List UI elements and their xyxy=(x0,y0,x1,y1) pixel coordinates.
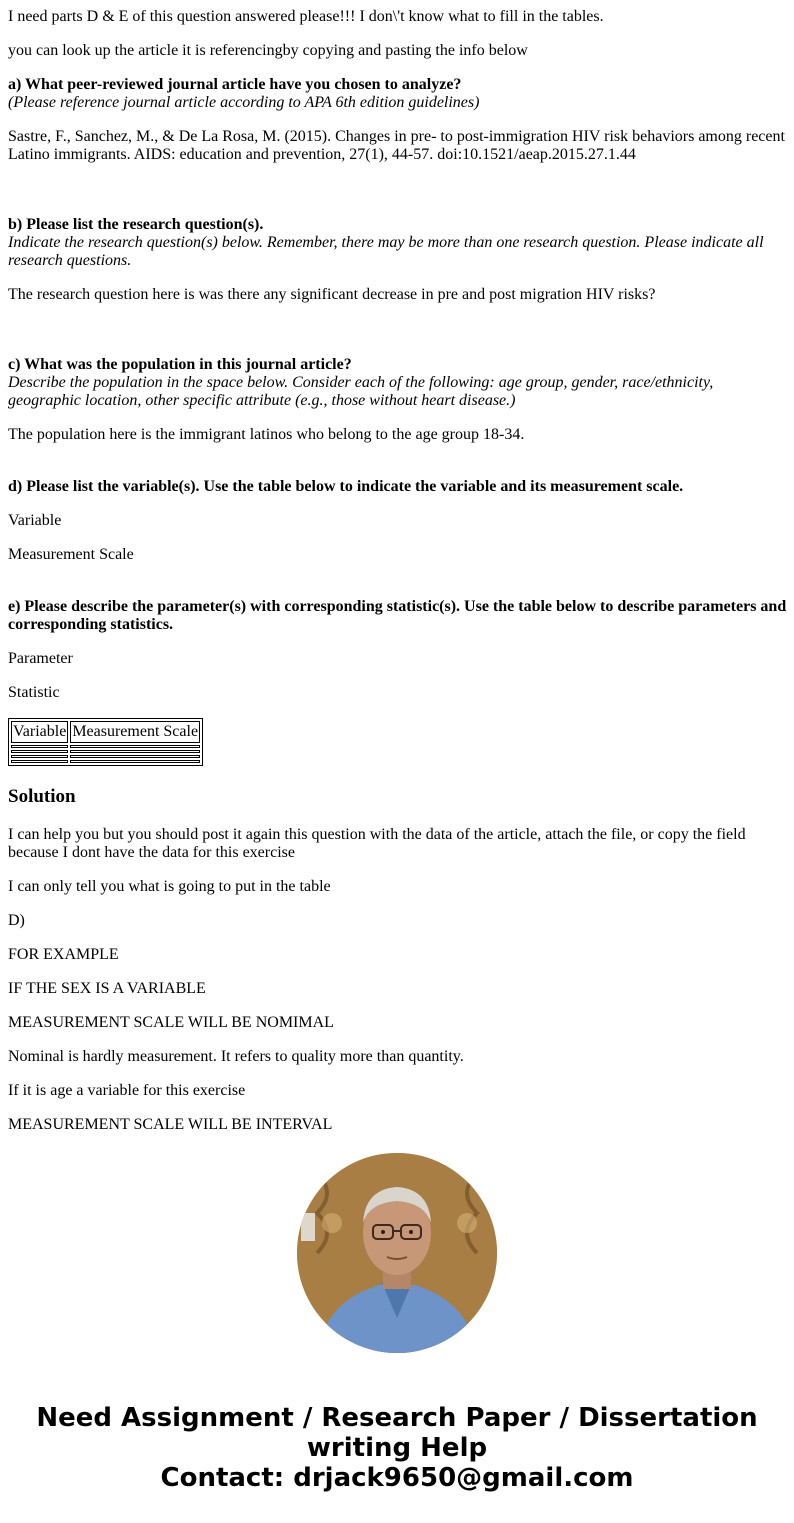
table-cell xyxy=(11,750,68,753)
table-cell xyxy=(70,760,200,763)
part-d-col1: Variable xyxy=(8,512,62,529)
table-cell xyxy=(70,755,200,758)
spacer xyxy=(8,180,788,216)
table-cell xyxy=(11,755,68,758)
promo-contact: Contact: drjack9650@gmail.com xyxy=(160,1463,634,1493)
part-a-answer: Sastre, F., Sanchez, M., & De La Rosa, M. (2015). Changes in pre- to post-immigration HIV risk behaviors among recent Latino immigrants. AIDS: education and prevention, 27(1), 44-57. doi:10.1521/aeap.2015.27.1.44 xyxy=(8,128,785,163)
part-e-col2: Statistic xyxy=(8,684,60,701)
table-header-row xyxy=(11,721,200,743)
tutor-avatar xyxy=(297,1153,497,1353)
part-e-title: e) Please describe the parameter(s) with corresponding statistic(s). Use the table below to describe parameters and corresponding statistics. xyxy=(8,598,787,633)
question-content xyxy=(8,8,788,1150)
table-row xyxy=(11,750,200,753)
solution-line: Nominal is hardly measurement. It refers to quality more than quantity. xyxy=(8,1048,464,1065)
table-header-variable: Variable xyxy=(11,721,68,743)
solution-line: MEASUREMENT SCALE WILL BE INTERVAL xyxy=(8,1116,333,1133)
table-cell xyxy=(70,745,200,748)
part-d-col2: Measurement Scale xyxy=(8,546,134,563)
part-d-title: d) Please list the variable(s). Use the table below to indicate the variable and its measurement scale. xyxy=(8,478,684,495)
part-b-title: b) Please list the research question(s). xyxy=(8,216,264,233)
part-c-hint: Describe the population in the space below. Consider each of the following: age group, gender, race/ethnicity, geographic location, other specific attribute (e.g., those without heart disease.) xyxy=(8,374,714,409)
part-a-title: a) What peer-reviewed journal article have you chosen to analyze? xyxy=(8,76,462,93)
solution-line: FOR EXAMPLE xyxy=(8,946,119,963)
solution-line: IF THE SEX IS A VARIABLE xyxy=(8,980,206,997)
part-a xyxy=(8,76,788,112)
table-cell xyxy=(11,745,68,748)
intro-text: I need parts D & E of this question answered please!!! I don\'t know what to fill in the tables. xyxy=(8,8,604,25)
promo-banner xyxy=(0,1403,794,1493)
table-header-scale: Measurement Scale xyxy=(70,721,200,743)
part-b-hint: Indicate the research question(s) below. Remember, there may be more than one research question. Please indicate all research questions. xyxy=(8,234,764,269)
spacer xyxy=(8,460,788,478)
solution-line: If it is age a variable for this exercise xyxy=(8,1082,246,1099)
table-cell xyxy=(11,760,68,763)
solution-line: I can help you but you should post it again this question with the data of the article, attach the file, or copy the field because I dont have the data for this exercise xyxy=(8,826,746,861)
solution-line: I can only tell you what is going to put in the table xyxy=(8,878,331,895)
part-b xyxy=(8,216,788,270)
spacer xyxy=(8,580,788,598)
tutor-avatar-image xyxy=(297,1153,497,1353)
part-c-title: c) What was the population in this journal article? xyxy=(8,356,352,373)
solution-heading: Solution xyxy=(8,786,76,807)
spacer xyxy=(8,320,788,356)
part-e-col1: Parameter xyxy=(8,650,73,667)
table-row xyxy=(11,760,200,763)
lookup-text: you can look up the article it is referencingby copying and pasting the info below xyxy=(8,42,528,59)
part-b-answer: The research question here is was there any significant decrease in pre and post migration HIV risks? xyxy=(8,286,656,303)
solution-line: D) xyxy=(8,912,25,929)
table-row xyxy=(11,755,200,758)
table-cell xyxy=(70,750,200,753)
table-row xyxy=(11,745,200,748)
part-c-answer: The population here is the immigrant latinos who belong to the age group 18-34. xyxy=(8,426,525,443)
part-a-hint: (Please reference journal article according to APA 6th edition guidelines) xyxy=(8,94,480,111)
solution-line: MEASUREMENT SCALE WILL BE NOMIMAL xyxy=(8,1014,334,1031)
part-c xyxy=(8,356,788,410)
promo-line-1: Need Assignment / Research Paper / Dissertation writing Help xyxy=(36,1403,758,1463)
variable-table xyxy=(8,718,203,766)
